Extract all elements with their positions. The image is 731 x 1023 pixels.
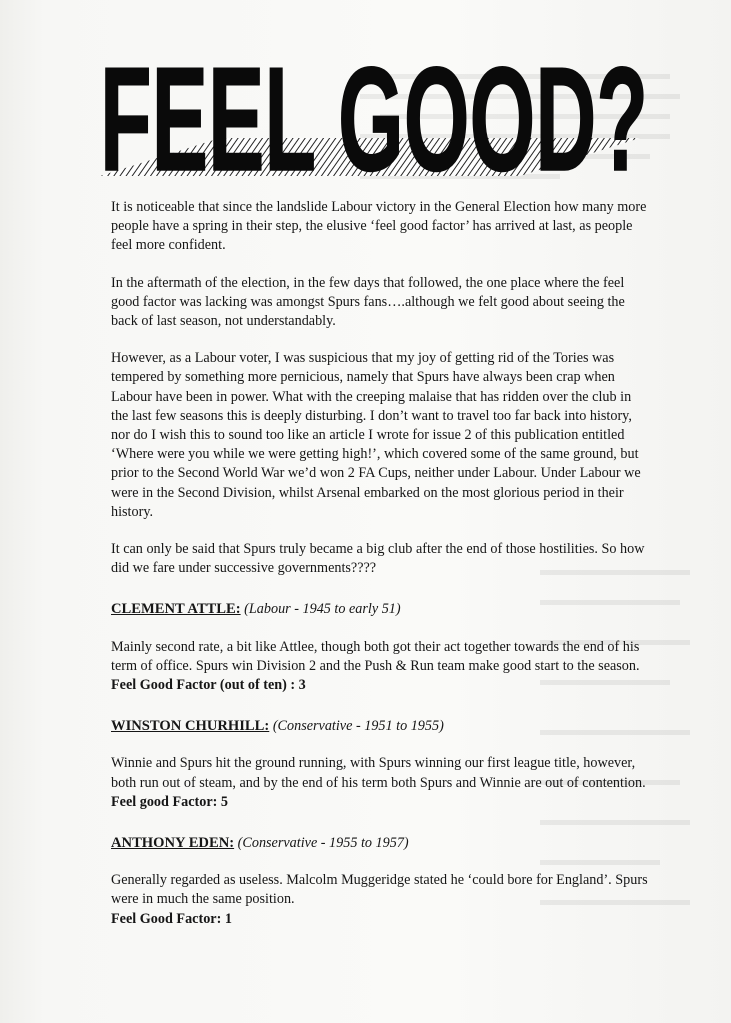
headline xyxy=(100,38,660,188)
pm-name: ANTHONY EDEN: xyxy=(111,835,235,852)
feel-good-factor: Feel good Factor: 5 xyxy=(111,793,229,810)
pm-term: (Labour - 1945 to early 51) xyxy=(244,601,401,618)
section-description: Winnie and Spurs hit the ground running, with Spurs winning our first league title, however, both run out of steam, and by the end of his term both Spurs and Winnie are out of contention. xyxy=(111,755,646,791)
section-description: Generally regarded as useless. Malcolm Muggeridge stated he ‘could bore for England’. Spurs were in much the same position. xyxy=(111,872,648,908)
intro-paragraph-2: In the aftermath of the election, in the few days that followed, the one place where the feel good factor was lacking was amongst Spurs fans….although we felt good about seeing the back of last season, not understandably. xyxy=(111,274,625,330)
intro-paragraph-3: However, as a Labour voter, I was suspicious that my joy of getting rid of the Tories was tempered by something more pernicious, namely that Spurs have always been crap when Labour have been in power. What with the creeping malaise that has ridden over the club in the last few seasons this is deeply disturbing. I don’t want to travel too far back into history, nor do I wish this to sound too like an article I wrote for issue 2 of this publication entitled ‘Where were you while we were getting high!’, which covered some of the same ground, but prior to the Second World War we’d won 2 FA Cups, neither under Labour. Under Labour we were in the Second Division, whilst Arsenal embarked on the most glorious period in their history. xyxy=(111,350,641,520)
pm-name: WINSTON CHURHILL: xyxy=(111,718,270,735)
pm-term: (Conservative - 1955 to 1957) xyxy=(237,835,409,852)
section-description: Mainly second rate, a bit like Attlee, though both got their act together towards the end of his term of office. Spurs win Division 2 and the Push & Run team make good start to the season. xyxy=(111,638,640,674)
article-body xyxy=(111,198,651,947)
section-eden xyxy=(111,834,651,929)
feel-good-factor: Feel Good Factor: 1 xyxy=(111,910,232,927)
pm-name: CLEMENT ATTLE: xyxy=(111,601,241,618)
headline-text: FEEL GOOD? xyxy=(100,38,648,188)
section-heading xyxy=(111,834,651,853)
section-churchill xyxy=(111,717,651,812)
feel-good-factor: Feel Good Factor (out of ten) : 3 xyxy=(111,677,306,694)
intro-paragraph-4: It can only be said that Spurs truly became a big club after the end of those hostilities. So how did we fare under successive governments???? xyxy=(111,541,645,577)
pm-term: (Conservative - 1951 to 1955) xyxy=(272,718,444,735)
intro-paragraph-1: It is noticeable that since the landslide Labour victory in the General Election how many more people have a spring in their step, the elusive ‘feel good factor’ has arrived at last, as people feel more confident. xyxy=(111,199,647,254)
section-heading xyxy=(111,717,651,736)
section-attlee xyxy=(111,600,651,695)
headline-art xyxy=(100,38,660,188)
section-heading xyxy=(111,600,651,619)
